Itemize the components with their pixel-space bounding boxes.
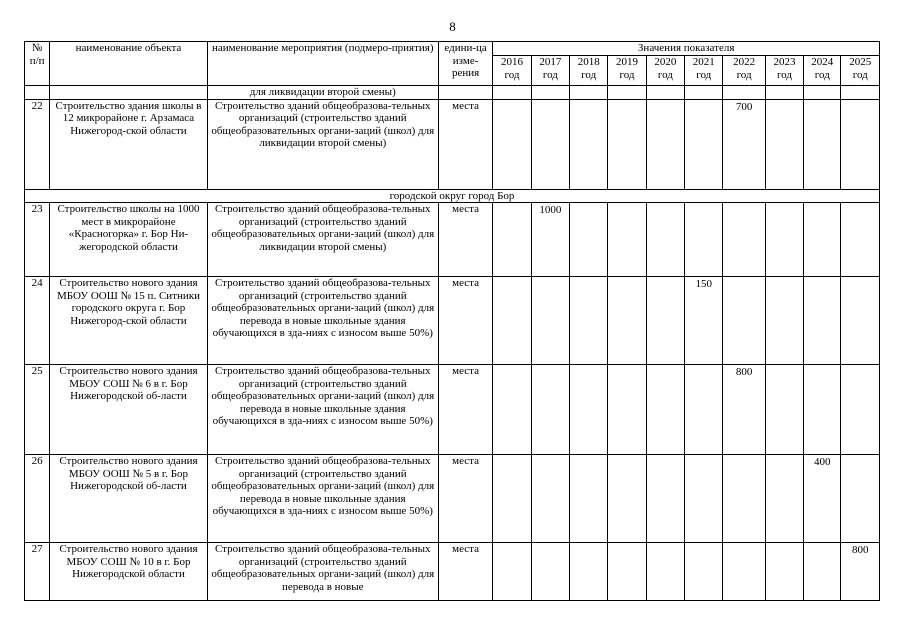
measure-name: Строительство зданий общеобразова-тельных организаций (строительство зданий общеобразовательных органи-заций (школ) для перевода в новые школьные здания обучающихся в зда-ниях с износом выше 50%) [207, 277, 438, 365]
header-year: 2023 год [765, 56, 803, 86]
value-cell [804, 277, 841, 365]
measure-name: Строительство зданий общеобразова-тельных организаций (строительство зданий общеобразовательных органи-заций (школ) для ликвидации второй смены) [207, 203, 438, 277]
table-row [25, 543, 880, 601]
value-cell [608, 455, 646, 543]
row-number: 27 [25, 543, 50, 601]
value-cell [570, 203, 608, 277]
table-row [25, 99, 880, 189]
value-cell [646, 365, 684, 455]
value-cell [723, 455, 765, 543]
value-cell [646, 455, 684, 543]
value-cell [685, 99, 723, 189]
value-cell [841, 365, 880, 455]
header-year: 2020 год [646, 56, 684, 86]
header-year: 2025 год [841, 56, 880, 86]
unit-cell: места [438, 455, 493, 543]
value-cell [570, 365, 608, 455]
value-cell [531, 277, 569, 365]
header-year: 2024 год [804, 56, 841, 86]
value-cell: 150 [685, 277, 723, 365]
value-cell [608, 203, 646, 277]
value-cell [531, 455, 569, 543]
object-name: Строительство нового здания МБОУ ООШ № 15 п. Ситники городского округа г. Бор Нижегород-ской области [50, 277, 207, 365]
value-cell [841, 455, 880, 543]
value-cell [723, 203, 765, 277]
row-number: 26 [25, 455, 50, 543]
header-year: 2017 год [531, 56, 569, 86]
value-cell [570, 99, 608, 189]
header-measure: наименование мероприятия (подмеро-приятия) [207, 42, 438, 86]
measure-name: Строительство зданий общеобразова-тельных организаций (строительство зданий общеобразовательных органи-заций (школ) для перевода в новые [207, 543, 438, 601]
value-cell [531, 543, 569, 601]
value-cell [804, 99, 841, 189]
unit-cell: места [438, 365, 493, 455]
header-year: 2019 год [608, 56, 646, 86]
object-name: Строительство нового здания МБОУ СОШ № 6 в г. Бор Нижегородской об-ласти [50, 365, 207, 455]
value-cell [608, 365, 646, 455]
unit-cell: места [438, 99, 493, 189]
value-cell [493, 203, 531, 277]
value-cell [646, 277, 684, 365]
value-cell: 800 [841, 543, 880, 601]
object-name: Строительство нового здания МБОУ ООШ № 5 в г. Бор Нижегородской об-ласти [50, 455, 207, 543]
header-num: № п/п [25, 42, 50, 86]
header-values: Значения показателя [493, 42, 880, 56]
table-row [25, 277, 880, 365]
value-cell [570, 455, 608, 543]
value-cell [765, 277, 803, 365]
row-number: 22 [25, 99, 50, 189]
unit-cell: места [438, 203, 493, 277]
value-cell [804, 543, 841, 601]
value-cell [765, 365, 803, 455]
table-row [25, 365, 880, 455]
measure-name: Строительство зданий общеобразова-тельных организаций (строительство зданий общеобразовательных органи-заций (школ) для перевода в новые школьные здания обучающихся в зда-ниях с износом выше 50%) [207, 365, 438, 455]
header-year: 2022 год [723, 56, 765, 86]
value-cell [570, 543, 608, 601]
value-cell [723, 277, 765, 365]
value-cell [685, 365, 723, 455]
value-cell [765, 543, 803, 601]
value-cell [493, 543, 531, 601]
page-number: 8 [449, 19, 456, 34]
value-cell: 1000 [531, 203, 569, 277]
table-row [25, 455, 880, 543]
value-cell [765, 455, 803, 543]
value-cell [493, 99, 531, 189]
value-cell [608, 99, 646, 189]
continuation-text: для ликвидации второй смены) [207, 86, 438, 100]
row-number: 24 [25, 277, 50, 365]
value-cell [531, 99, 569, 189]
value-cell [646, 203, 684, 277]
value-cell [570, 277, 608, 365]
value-cell: 700 [723, 99, 765, 189]
section-title: городской округ город Бор [25, 189, 880, 203]
object-name: Строительство школы на 1000 мест в микрорайоне «Красногорка» г. Бор Ни-жегородской области [50, 203, 207, 277]
value-cell [765, 99, 803, 189]
value-cell [608, 543, 646, 601]
value-cell [685, 455, 723, 543]
value-cell: 400 [804, 455, 841, 543]
value-cell [723, 543, 765, 601]
table-row [25, 203, 880, 277]
value-cell [804, 365, 841, 455]
header-unit: едини-ца изме-рения [438, 42, 493, 86]
unit-cell: места [438, 543, 493, 601]
value-cell [608, 277, 646, 365]
value-cell [841, 203, 880, 277]
header-year: 2021 год [685, 56, 723, 86]
object-name: Строительство здания школы в 12 микрорайоне г. Арзамаса Нижегород-ской области [50, 99, 207, 189]
indicator-table [24, 41, 880, 601]
value-cell: 800 [723, 365, 765, 455]
header-object: наименование объекта [50, 42, 207, 86]
section-row [25, 189, 880, 203]
measure-name: Строительство зданий общеобразова-тельных организаций (строительство зданий общеобразовательных органи-заций (школ) для ликвидации второй смены) [207, 99, 438, 189]
header-year: 2018 год [570, 56, 608, 86]
value-cell [646, 543, 684, 601]
header-year: 2016 год [493, 56, 531, 86]
value-cell [531, 365, 569, 455]
unit-cell: места [438, 277, 493, 365]
value-cell [493, 455, 531, 543]
value-cell [493, 365, 531, 455]
row-number: 25 [25, 365, 50, 455]
value-cell [685, 543, 723, 601]
value-cell [841, 277, 880, 365]
value-cell [765, 203, 803, 277]
value-cell [841, 99, 880, 189]
measure-name: Строительство зданий общеобразова-тельных организаций (строительство зданий общеобразовательных органи-заций (школ) для перевода в новые школьные здания обучающихся в зда-ниях с износом выше 50%) [207, 455, 438, 543]
value-cell [493, 277, 531, 365]
value-cell [804, 203, 841, 277]
row-number: 23 [25, 203, 50, 277]
value-cell [685, 203, 723, 277]
object-name: Строительство нового здания МБОУ СОШ № 10 в г. Бор Нижегородской области [50, 543, 207, 601]
value-cell [646, 99, 684, 189]
